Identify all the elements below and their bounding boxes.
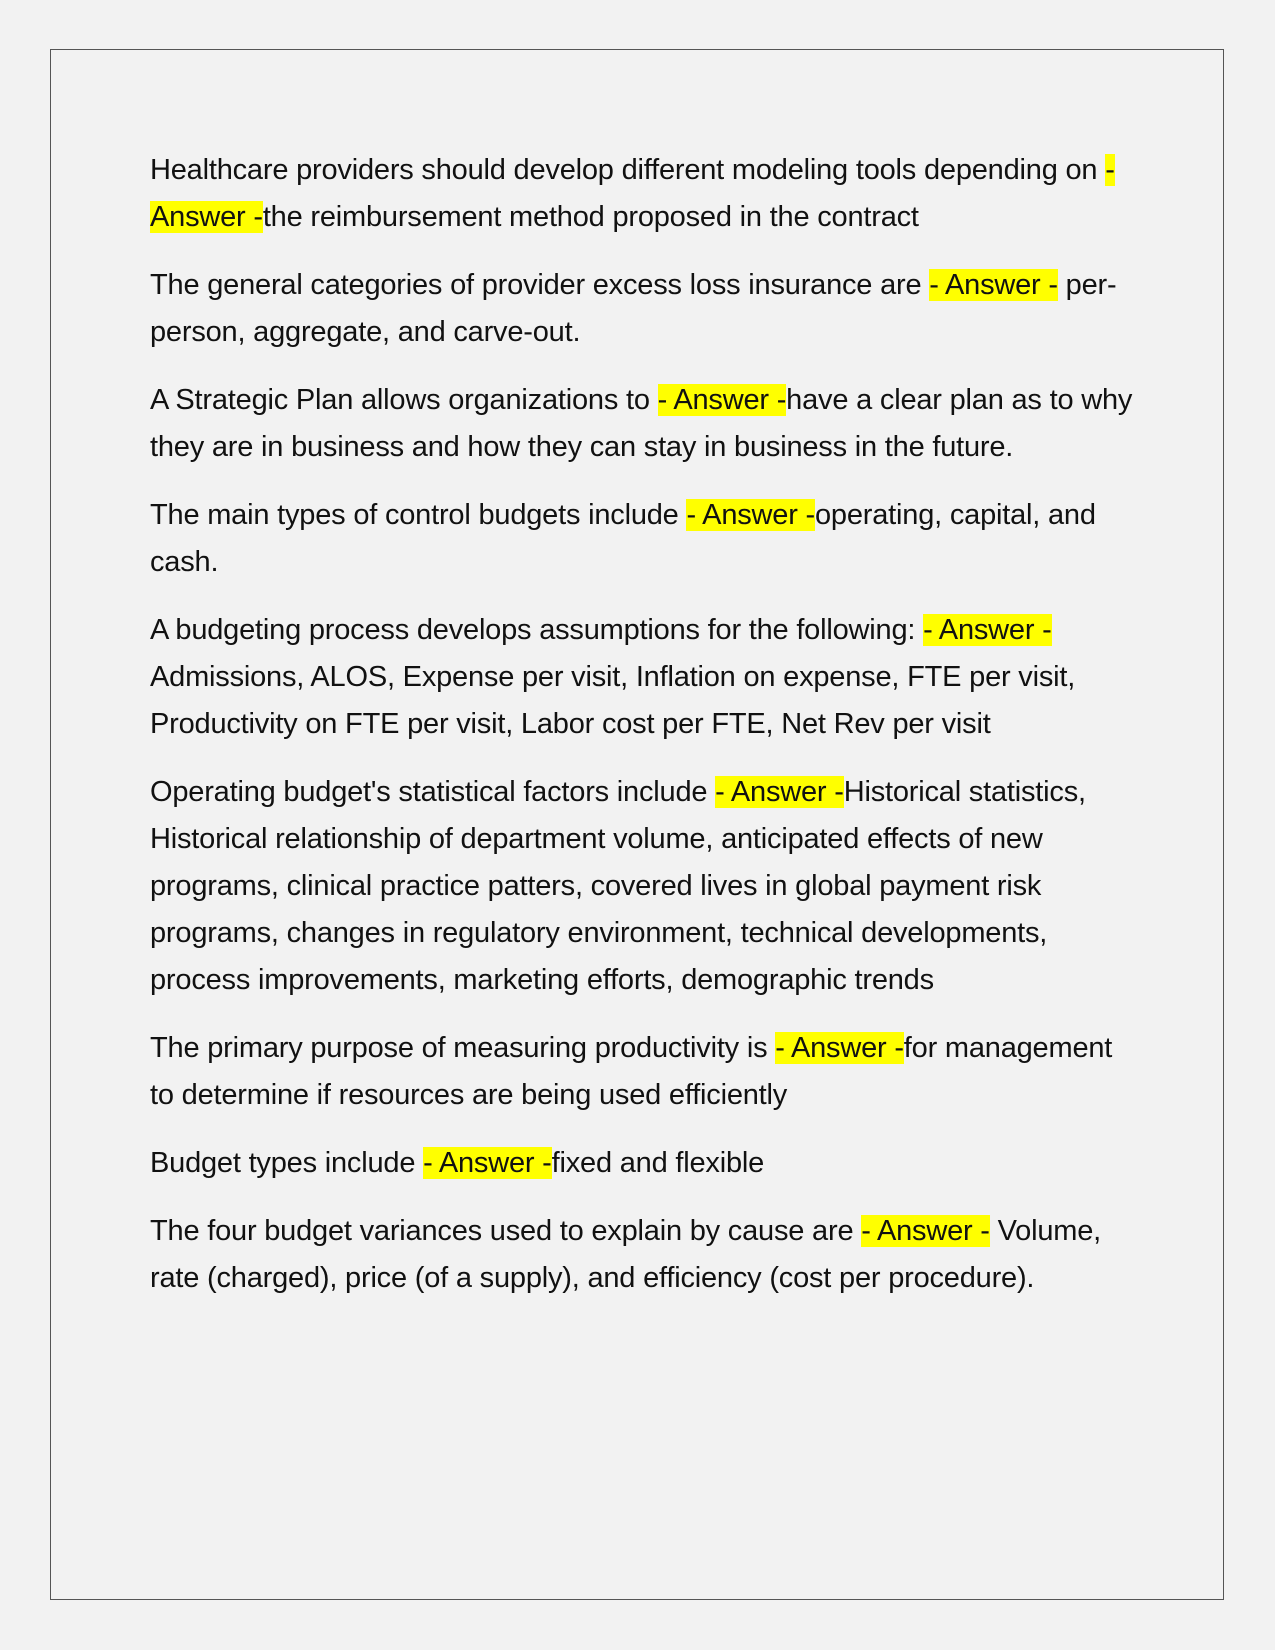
qa-item-3 <box>150 377 1135 471</box>
question-text: A budgeting process develops assumptions for the following: <box>150 614 924 646</box>
answer-text: Volume, rate (charged), price (of a supply), and efficiency (cost per procedure). <box>150 1215 1102 1294</box>
answer-text: Historical statistics, Historical relationship of department volume, anticipated effects of new programs, clinical practice patters, covered lives in global payment risk programs, changes in regulatory environment, technical developments, process improvements, marketing efforts, demographic trends <box>150 776 1086 996</box>
answer-marker: - Answer - <box>861 1215 990 1247</box>
question-text: Healthcare providers should develop different modeling tools depending on <box>150 154 1106 186</box>
answer-marker: - Answer - <box>775 1032 904 1064</box>
answer-text: fixed and flexible <box>551 1147 765 1179</box>
answer-marker: - Answer - <box>923 614 1052 646</box>
document-body <box>150 147 1135 1323</box>
answer-marker: - Answer - <box>657 384 787 416</box>
qa-item-9 <box>150 1208 1135 1302</box>
question-text: The general categories of provider excess loss insurance are <box>150 269 930 301</box>
question-text: Budget types include <box>150 1147 424 1179</box>
answer-text: for management to determine if resources are being used efficiently <box>150 1032 1113 1111</box>
qa-item-2 <box>150 262 1135 356</box>
qa-item-8 <box>150 1140 1135 1187</box>
question-text: The four budget variances used to explain by cause are <box>150 1215 862 1247</box>
question-text: The primary purpose of measuring productivity is <box>150 1032 776 1064</box>
answer-text: the reimbursement method proposed in the contract <box>262 201 919 233</box>
answer-text: per-person, aggregate, and carve-out. <box>150 269 1117 348</box>
answer-marker: - Answer - <box>423 1147 552 1179</box>
answer-marker: - Answer - <box>929 269 1058 301</box>
question-text: Operating budget's statistical factors include <box>150 776 716 808</box>
answer-text: Admissions, ALOS, Expense per visit, Inflation on expense, FTE per visit, Productivity on FTE per visit, Labor cost per FTE, Net Rev per visit <box>150 661 1076 740</box>
answer-text: operating, capital, and cash. <box>150 499 1096 578</box>
qa-item-7 <box>150 1025 1135 1119</box>
qa-item-1 <box>150 147 1135 241</box>
qa-item-4 <box>150 492 1135 586</box>
answer-marker: - Answer - <box>715 776 844 808</box>
answer-marker: - Answer - <box>686 499 815 531</box>
qa-item-6 <box>150 769 1135 1004</box>
answer-text: have a clear plan as to why they are in business and how they can stay in business in the future. <box>150 384 1133 463</box>
question-text: A Strategic Plan allows organizations to <box>150 384 658 416</box>
answer-marker: - Answer - <box>150 154 1115 233</box>
qa-item-5 <box>150 607 1135 748</box>
question-text: The main types of control budgets include <box>150 499 687 531</box>
